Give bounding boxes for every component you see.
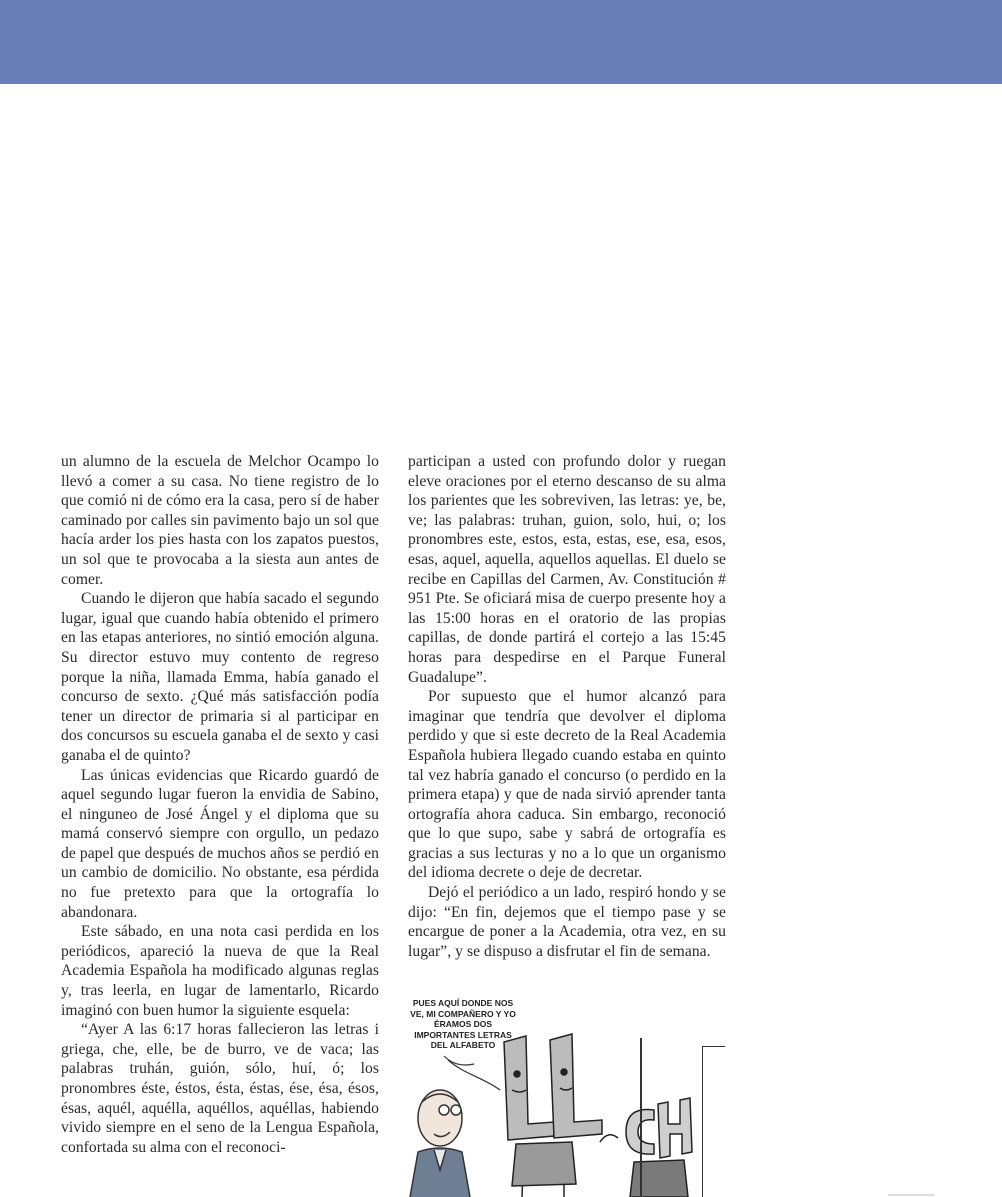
paragraph: Cuando le dijeron que había sacado el segundo lugar, igual que cuando había obtenido el primero en las etapas anteriores, no sintió emoción alguna. Su director estuvo muy contento de regreso porque la niña, llamada Emma, había ganado el concurso de sexto. ¿Qué más satisfacción podía tener un director de primaria si al participar en dos concursos su escuela ganaba el de sexto y casi ganaba el de quinto? — [61, 590, 379, 764]
paragraph: Por supuesto que el humor alcanzó para imaginar que tendría que devolver el diploma perdido y que si este decreto de la Real Academia Española hubiera llegado cuando estaba en quinto tal vez habría ganado el concurso (o perdido en la primera etapa) y que de nada sirvió aprender tanta ortografía ahora caduca. Sin embargo, reconoció que lo que supo, sabe y sabrá de ortografía es gracias a sus lecturas y no a lo que un organismo del idioma decrete o deje de decretar. — [408, 688, 726, 882]
paragraph: Este sábado, en una nota casi perdida en los periódicos, apareció la nueva de que la Real Academia Española ha modificado algunas reglas y, tras leerla, en lugar de lamentarlo, Ricardo imaginó con buen humor la siguiente esquela: — [61, 923, 379, 1019]
paragraph: Dejó el periódico a un lado, respiró hondo y se dijo: “En fin, dejemos que el tiempo pase y se encargue de poner a la Academia, otra vez, en su lugar”, y se dispuso a disfrutar el fin de semana. — [408, 884, 726, 960]
cartoon-illustration — [404, 994, 1002, 1197]
letters-ch-character — [600, 1098, 692, 1197]
paragraph: participan a usted con profundo dolor y ruegan eleve oraciones por el eterno descanso de su alma los parientes que les sobreviven, las letras: ye, be, ve; las palabras: truhan, guion, solo, hui, o; los pronombres este, estos, esta, estas, ese, esa, esos, esas, aquel, aquella, aquellos aquellas. El duelo se recibe en Capillas del Carmen, Av. Constitución # 951 Pte. Se oficiará misa de cuerpo presente hoy a las 15:00 horas en el oratorio de las propias capillas, de donde partirá el cortejo a las 15:45 horas para despedirse en el Parque Funeral Guadalupe”. — [408, 453, 726, 686]
panel-frame — [702, 1046, 725, 1197]
paragraph: “Ayer A las 6:17 horas fallecieron las letras i griega, che, elle, be de burro, ve de vaca; las palabras truhán, guión, sólo, huí, ó; los pronombres éste, éstos, ésta, éstas, ése, ésa, ésos, ésas, aquél, aquélla, aquéllos, aquéllas, habiendo vivido siempre en el seno de la Lengua Española, confortada su alma con el reconoci- — [61, 1021, 379, 1156]
top-color-band — [0, 0, 1002, 84]
page-mark — [888, 1194, 934, 1196]
left-text-column — [61, 452, 379, 1157]
paragraph: un alumno de la escuela de Melchor Ocampo lo llevó a comer a su casa. No tiene registro de lo que comió ni de cómo era la casa, pero sí de haber caminado por calles sin pavimento bajo un sol que hacía arder los pies hasta con los zapatos puestos, un sol que te provocaba a la siesta aun antes de comer. — [61, 453, 379, 588]
letters-ll-character — [504, 1034, 602, 1197]
paragraph: Las únicas evidencias que Ricardo guardó de aquel segundo lugar fueron la envidia de Sabino, el ninguneo de José Ángel y el diploma que su mamá conservó siempre con orgullo, un pedazo de papel que después de muchos años se perdió en un cambio de domicilio. No obstante, esa pérdida no fue pretexto para que la ortografía lo abandonara. — [61, 766, 379, 921]
speech-balloon-text: PUES AQUÍ DONDE NOS VE, MI COMPAÑERO Y YO ÉRAMOS DOS IMPORTANTES LETRAS DEL ALFABETO — [410, 998, 516, 1050]
panel-divider — [640, 1038, 642, 1197]
man-character — [410, 1090, 470, 1197]
right-text-column — [408, 452, 726, 961]
